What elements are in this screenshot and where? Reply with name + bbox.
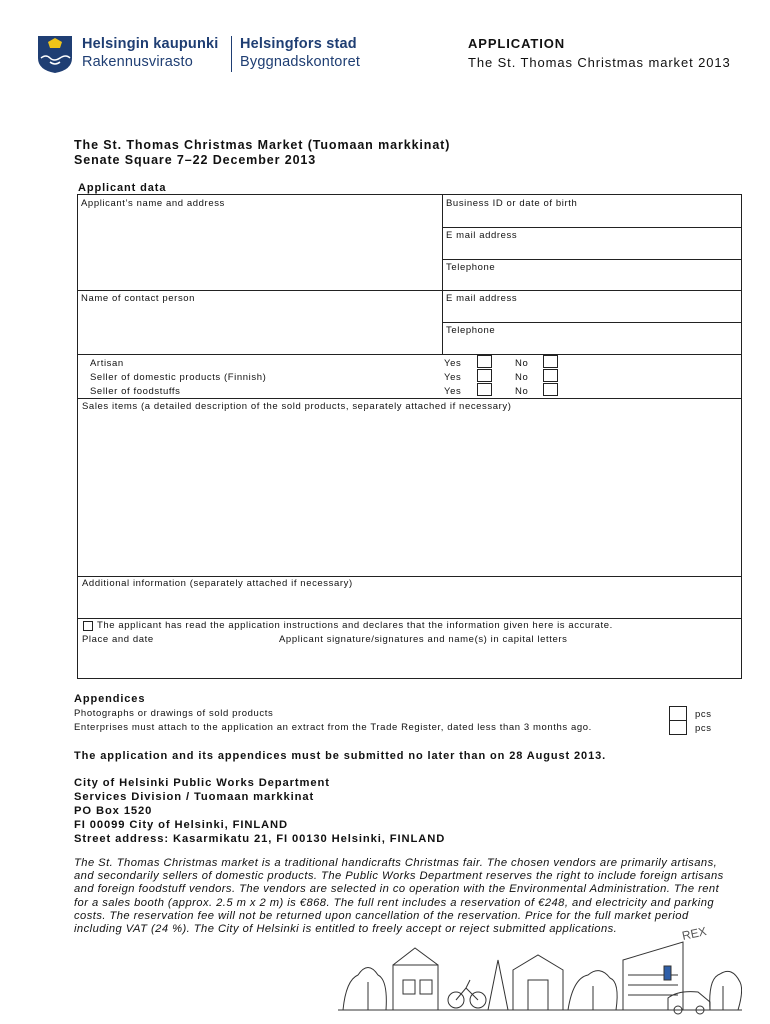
document-type: APPLICATION [468, 36, 566, 51]
address-line-3: PO Box 1520 [74, 805, 153, 817]
additional-info-field[interactable]: Additional information (separately attached if necessary) [82, 578, 353, 589]
org-dept-swedish: Byggnadskontoret [240, 54, 361, 70]
appendices-heading: Appendices [74, 693, 146, 705]
domestic-yes-checkbox[interactable] [477, 369, 492, 382]
category-label-foodstuffs: Seller of foodstuffs [90, 386, 181, 397]
appendix-register-count-box[interactable] [669, 720, 687, 735]
telephone-field-applicant[interactable]: Telephone [446, 262, 496, 273]
row-divider [78, 576, 741, 577]
address-line-1: City of Helsinki Public Works Department [74, 777, 330, 789]
document-subtitle: The St. Thomas Christmas market 2013 [468, 55, 731, 70]
artisan-yes-checkbox[interactable] [477, 355, 492, 368]
domestic-no-checkbox[interactable] [543, 369, 558, 382]
pcs-label: pcs [695, 709, 712, 720]
contact-person-field[interactable]: Name of contact person [81, 293, 196, 304]
category-label-artisan: Artisan [90, 358, 124, 369]
section-heading-applicant: Applicant data [78, 182, 167, 194]
signature-field[interactable]: Applicant signature/signatures and name(s) in capital letters [279, 634, 568, 645]
store-sign-text: REX [680, 924, 708, 943]
applicant-name-address-field[interactable]: Applicant’s name and address [81, 198, 225, 209]
yes-label: Yes [444, 386, 462, 397]
row-divider [78, 354, 741, 355]
header-divider [231, 36, 232, 72]
appendix-item-photos: Photographs or drawings of sold products [74, 708, 274, 719]
market-info-paragraph: The St. Thomas Christmas market is a traditional handicrafts Christmas fair. The chosen vendors are primarily artisans, and secondarily sellers of domestic products. The Public Works Department reserves the right to include foreign artisans and foreign foodstuff vendors. The vendors are selected in co operation with the Environmental Administration. The rent for a sales booth (approx. 2.5 m x 2 m) is €868. The full rent includes a reservation of €248, and electricity and parking costs. The reservation fee will not be returned upon cancellation of the reservation. Price for the full market period including VAT (24 %). The City of Helsinki is entitled to freely accept or reject submitted applications. [74, 857, 724, 936]
row-divider [78, 290, 741, 291]
foodstuffs-no-checkbox[interactable] [543, 383, 558, 396]
business-id-field[interactable]: Business ID or date of birth [446, 198, 578, 209]
page-subtitle: Senate Square 7–22 December 2013 [74, 153, 317, 167]
email-field-applicant[interactable]: E mail address [446, 230, 518, 241]
appendix-item-trade-register: Enterprises must attach to the application an extract from the Trade Register, dated less than 3 months ago. [74, 722, 592, 733]
foodstuffs-yes-checkbox[interactable] [477, 383, 492, 396]
place-date-field[interactable]: Place and date [82, 634, 154, 645]
appendix-photos-count-box[interactable] [669, 706, 687, 721]
row-divider [78, 398, 741, 399]
address-line-4: FI 00099 City of Helsinki, FINLAND [74, 819, 288, 831]
row-divider [442, 322, 741, 323]
yes-label: Yes [444, 358, 462, 369]
category-label-domestic: Seller of domestic products (Finnish) [90, 372, 267, 383]
city-street-sketch-icon [338, 920, 742, 1016]
org-name-finnish: Helsingin kaupunki [82, 36, 219, 52]
row-divider [78, 618, 741, 619]
submission-deadline: The application and its appendices must be submitted no later than on 28 August 2013. [74, 750, 607, 762]
no-label: No [515, 386, 529, 397]
artisan-no-checkbox[interactable] [543, 355, 558, 368]
sales-items-field[interactable]: Sales items (a detailed description of the sold products, separately attached if necessary) [82, 401, 512, 412]
helsinki-crest-icon [36, 34, 74, 74]
yes-label: Yes [444, 372, 462, 383]
declaration-checkbox[interactable] [83, 621, 93, 631]
row-divider [442, 227, 741, 228]
no-label: No [515, 372, 529, 383]
address-line-5: Street address: Kasarmikatu 21, FI 00130 Helsinki, FINLAND [74, 833, 446, 845]
declaration-text: The applicant has read the application instructions and declares that the information given here is accurate. [97, 620, 613, 631]
address-line-2: Services Division / Tuomaan markkinat [74, 791, 315, 803]
column-divider [442, 195, 443, 354]
row-divider [442, 259, 741, 260]
telephone-field-contact[interactable]: Telephone [446, 325, 496, 336]
org-name-swedish: Helsingfors stad [240, 36, 357, 52]
org-dept-finnish: Rakennusvirasto [82, 54, 193, 70]
email-field-contact[interactable]: E mail address [446, 293, 518, 304]
pcs-label: pcs [695, 723, 712, 734]
applicant-form [77, 194, 742, 679]
no-label: No [515, 358, 529, 369]
page-title: The St. Thomas Christmas Market (Tuomaan markkinat) [74, 138, 451, 152]
